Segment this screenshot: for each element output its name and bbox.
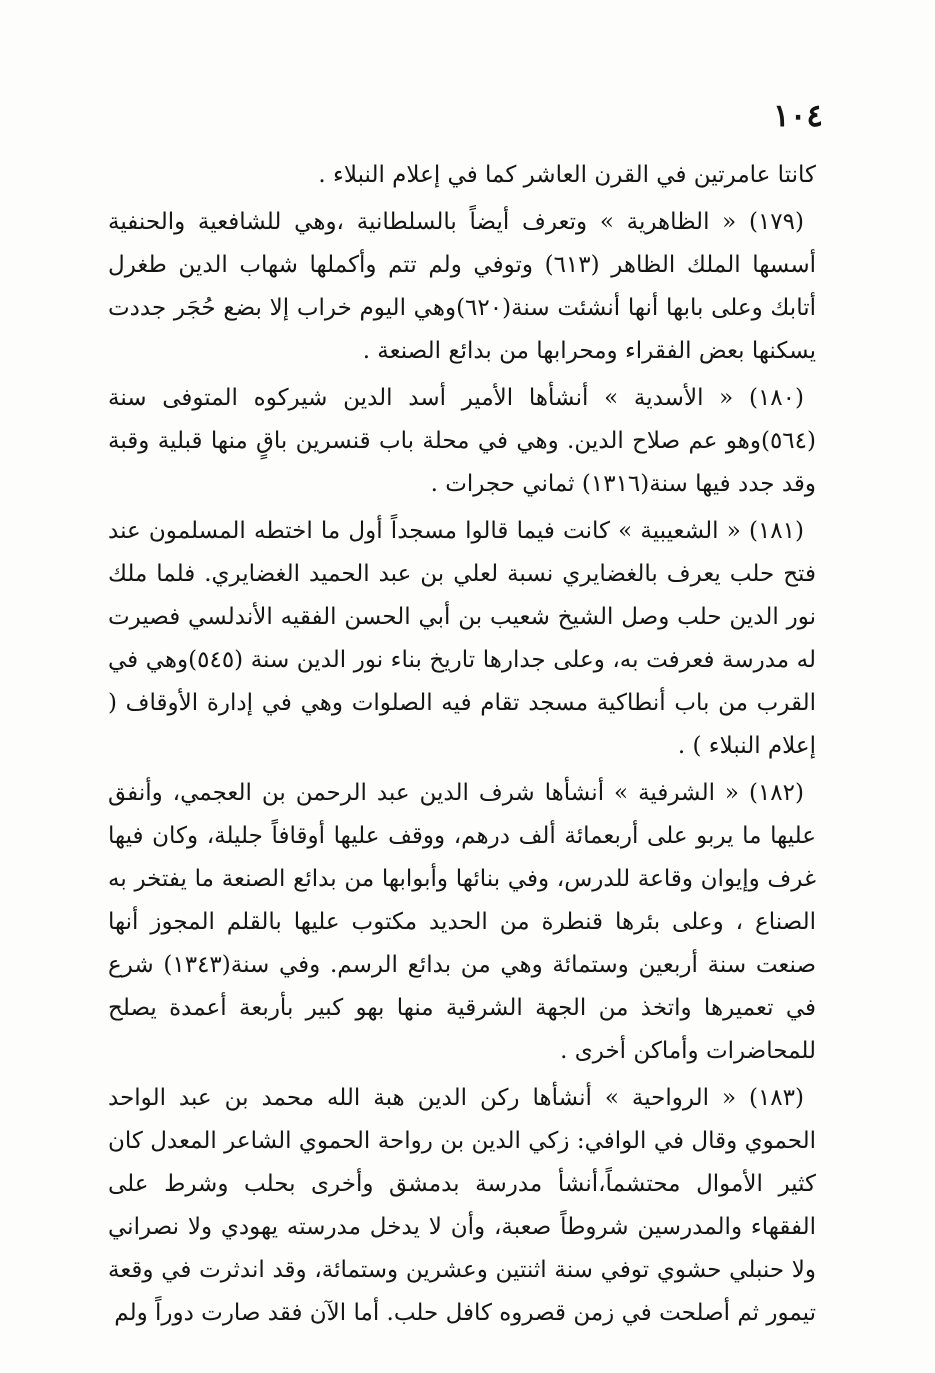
page-number: ١٠٤ [773, 98, 823, 134]
paragraph-181: (١٨١) « الشعيبية » كانت فيما قالوا مسجداً أول ما اختطه المسلمون عند فتح حلب يعرف بالغضايري نسبة لعلي بن عبد الحميد الغضايري. فلما ملك نور الدين حلب وصل الشيخ شعيب بن أبي الحسن الفقيه الأندلسي فصيرت له مدرسة فعرفت به، وعلى جدارها تاريخ بناء نور الدين سنة (٥٤٥)وهي في القرب من باب أنطاكية مسجد تقام فيه الصلوات وهي في إدارة الأوقاف ( إعلام النبلاء ) . [108, 518, 816, 759]
body-text [108, 154, 816, 1339]
paragraph-continuation: كانتا عامرتين في القرن العاشر كما في إعلام النبلاء . [318, 162, 816, 188]
paragraph-180: (١٨٠) « الأسدية » أنشأها الأمير أسد الدين شيركوه المتوفى سنة (٥٦٤)وهو عم صلاح الدين. وهي في محلة باب قنسرين باقٍ منها قبلية وقبة وقد جدد فيها سنة(١٣١٦) ثماني حجرات . [108, 385, 816, 497]
paragraph-183: (١٨٣) « الرواحية » أنشأها ركن الدين هبة الله محمد بن عبد الواحد الحموي وقال في الوافي: زكي الدين بن رواحة الحموي الشاعر المعدل كان كثير الأموال محتشماً،أنشأ مدرسة بدمشق وأخرى بحلب وشرط على الفقهاء والمدرسين شروطاً صعبة، وأن لا يدخل مدرسته يهودي ولا نصراني ولا حنبلي حشوي توفي سنة اثنتين وعشرين وستمائة، وقد اندثرت في وقعة تيمور ثم أصلحت في زمن قصروه كافل حلب. أما الآن فقد صارت دوراً ولم [108, 1085, 816, 1326]
paragraph-179: (١٧٩) « الظاهرية » وتعرف أيضاً بالسلطانية ،وهي للشافعية والحنفية أسسها الملك الظاهر (٦١٣) وتوفي ولم تتم وأكملها شهاب الدين طغرل أتابك وعلى بابها أنها أنشئت سنة(٦٢٠)وهي اليوم خراب إلا بضع حُجَر جددت يسكنها بعض الفقراء ومحرابها من بدائع الصنعة . [108, 209, 817, 364]
paragraph-182: (١٨٢) « الشرفية » أنشأها شرف الدين عبد الرحمن بن العجمي، وأنفق عليها ما يربو على أربعمائة ألف درهم، ووقف عليها أوقافاً جليلة، وكان فيها غرف وإيوان وقاعة للدرس، وفي بنائها وأبوابها من بدائع الصنعة ما يفتخر به الصناع ، وعلى بئرها قنطرة من الحديد مكتوب عليها بالقلم المجوز أنها صنعت سنة أربعين وستمائة وهي من بدائع الرسم. وفي سنة(١٣٤٣) شرع في تعميرها واتخذ من الجهة الشرقية منها بهو كبير بأربعة أعمدة يصلح للمحاضرات وأماكن أخرى . [108, 780, 816, 1064]
